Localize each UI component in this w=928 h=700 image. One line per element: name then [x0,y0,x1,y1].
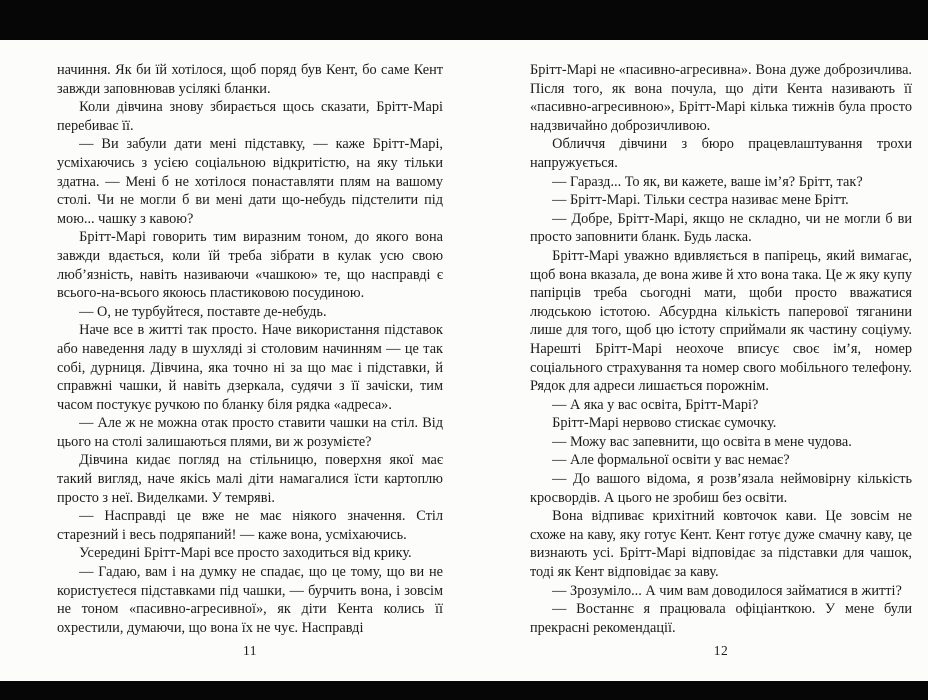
paragraph: — Зрозуміло... А чим вам доводилося займатися в житті? [552,582,902,599]
paragraph: — Гадаю, вам і на думку не спадає, що це тому, що ви не користуєтеся підставками під чашки, — бурчить вона, і зовсім не тоном «пасивно-агресивної», як діти Кента колись її охрестили, думаючи, що вона їх не чує. Насправді [57,564,443,636]
paragraph: — Насправді це вже не має ніякого значення. Стіл старезний і весь подряпаний! — каже вона, усміхаючись. [57,508,443,543]
paragraph: — Можу вас запевнити, що освіта в мене чудова. [552,433,852,450]
paragraph: — Гаразд... То як, ви кажете, ваше ім’я? Брітт, так? [552,173,863,190]
page-right-number: 12 [713,643,729,658]
page-left-number: 11 [243,643,257,658]
paragraph: — Ви забули дати мені підставку, — каже Брітт-Марі, усміхаючись з усією соціальною відкритістю, на яку тільки здатна. — Мені б не хотілося понаставляти плям на вашому столі. Чи не могли б ви мені дати що-небудь підстелити під мою... чашку з кавою? [57,136,443,227]
paragraph: Коли дівчина знову збирається щось сказати, Брітт-Марі перебиває її. [57,99,443,134]
paragraph: — Брітт-Марі. Тільки сестра називає мене Брітт. [552,192,849,209]
page-left-text [57,61,443,637]
page-right [464,40,928,681]
page-left [0,40,464,681]
paragraph: Вона відпиває крихітний ковточок кави. Це зовсім не схоже на каву, яку готує Кент. Кент готує дуже смачну каву, це визнають усі. Брітт-Марі відповідає за підставки для чашок, тоді як Кент відповідає за каву. [530,508,912,581]
paragraph: Брітт-Марі не «пасивно-агресивна». Вона дуже доброзичлива. Після того, як вона почула, що діти Кента називають її «пасивно-агресивною», Брітт-Марі кілька тижнів була просто надзвичайно доброзичливою. [530,62,912,134]
paragraph: — Але формальної освіти у вас немає? [552,452,790,469]
paragraph: Брітт-Марі говорить тим виразним тоном, до якого вона завжди вдається, коли їй треба зібрати в кулак усю свою люб’язність, навіть називаючи «чашкою» те, що насправді є всього-на-всього якоюсь пластиковою посудиною. [57,229,443,302]
paragraph: Дівчина кидає погляд на стільницю, поверхня якої має такий вигляд, наче якісь малі діти намагалися їсти картоплю просто з неї. Виделками. У темряві. [57,452,443,506]
bottom-letterbox [0,681,928,700]
paragraph: — Добре, Брітт-Марі, якщо не складно, чи не могли б ви просто заповнити бланк. Будь ласка. [530,210,912,246]
paragraph: — Але ж не можна отак просто ставити чашки на стіл. Від цього на столі залишаються плями, ви ж розумієте? [57,415,443,450]
paragraph: Брітт-Марі нервово стискає сумочку. [552,415,777,432]
paragraph: Обличчя дівчини з бюро працевлаштування трохи напружується. [530,136,912,171]
book-spread [0,40,928,681]
paragraph: — До вашого відома, я розв’язала неймовірну кількість кросвордів. А цього не зробиш без освіти. [530,471,912,506]
paragraph: Наче все в житті так просто. Наче використання підставок або наведення ладу в шухляді зі столовим начинням — це так собі, дурниця. Дівчина, яка точно ні за що має і підставки, й справжні чашки, й навіть дзеркала, судячи з її зачіски, тим часом постукує ручкою по бланку біля рядка «адреса». [57,322,443,413]
paragraph: — О, не турбуйтеся, поставте де-небудь. [79,303,327,320]
top-letterbox [0,0,928,40]
paragraph: Брітт-Марі уважно вдивляється в папірець, який вимагає, щоб вона вказала, де вона живе й хто вона така. Це ж яку купу папірців треба сьогодні мати, щоби просто вважатися людською істотою. Абсурдна кількість паперової тяганини лише для того, щоб цю істоту сприймали як частину соціуму. Нарешті Брітт-Марі неохоче вписує своє ім’я, номер соціального страхування та номер свого мобільного телефону. Рядок для адреси лишається порожнім. [530,247,912,395]
paragraph: — А яка у вас освіта, Брітт-Марі? [552,396,759,413]
paragraph: — Востаннє я працювала офіціанткою. У мене були прекрасні рекомендації. [530,601,912,636]
paragraph: Усередині Брітт-Марі все просто заходиться від крику. [79,545,412,562]
page-right-text [530,61,912,637]
paragraph: начиння. Як би їй хотілося, щоб поряд був Кент, бо саме Кент завжди заповнював усілякі бланки. [57,62,443,97]
